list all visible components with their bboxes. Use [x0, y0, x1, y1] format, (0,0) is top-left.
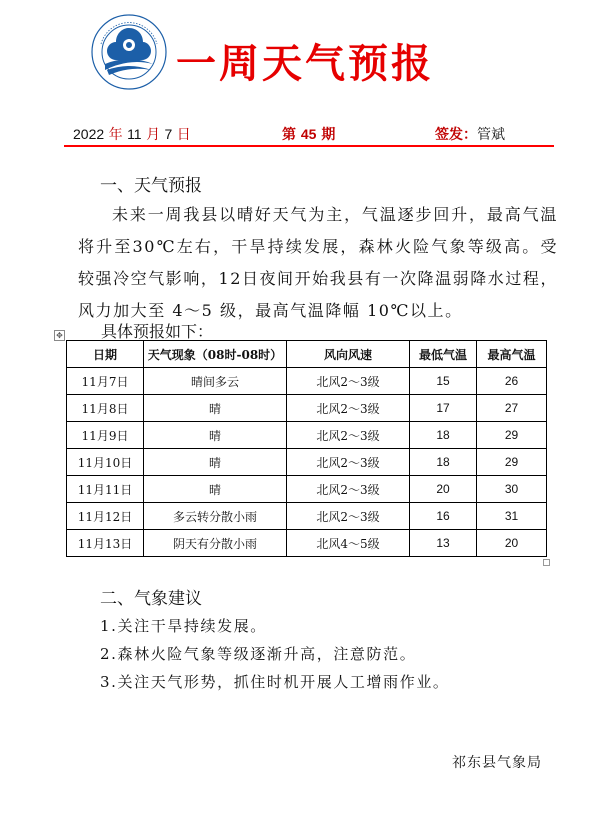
col-header-date: 日期 — [67, 341, 144, 368]
table-resize-handle[interactable] — [543, 559, 550, 566]
col-header-max-temp: 最高气温 — [477, 341, 547, 368]
cell-date: 11月10日 — [67, 449, 144, 476]
col-header-weather: 天气现象（08时-08时） — [144, 341, 287, 368]
section-heading-forecast: 一、天气预报 — [100, 176, 202, 196]
table-row — [67, 368, 547, 395]
cell-min-temp: 20 — [410, 476, 477, 503]
cell-weather: 晴 — [144, 422, 287, 449]
list-item: 1.关注干旱持续发展。 — [100, 617, 267, 635]
cell-wind: 北风2～3级 — [287, 368, 410, 395]
cell-weather: 晴 — [144, 449, 287, 476]
cell-weather: 多云转分散小雨 — [144, 503, 287, 530]
table-header-row — [67, 341, 547, 368]
forecast-table — [66, 340, 547, 557]
cell-date: 11月9日 — [67, 422, 144, 449]
issue-date: 2022 年 11 月 7 日 — [73, 126, 191, 143]
section-heading-advice: 二、气象建议 — [100, 589, 202, 609]
cell-max-temp: 20 — [477, 530, 547, 557]
main-title: 一周天气预报 — [176, 41, 434, 87]
cell-date: 11月8日 — [67, 395, 144, 422]
cell-weather: 晴 — [144, 395, 287, 422]
cma-logo — [91, 14, 167, 90]
table-row — [67, 422, 547, 449]
col-header-wind: 风向风速 — [287, 341, 410, 368]
col-header-min-temp: 最低气温 — [410, 341, 477, 368]
table-row — [67, 476, 547, 503]
cell-max-temp: 29 — [477, 422, 547, 449]
cell-date: 11月13日 — [67, 530, 144, 557]
issue-number: 第 45 期 — [282, 126, 336, 143]
table-intro: 具体预报如下： — [101, 322, 214, 341]
cell-weather: 晴间多云 — [144, 368, 287, 395]
cell-max-temp: 30 — [477, 476, 547, 503]
table-move-handle[interactable]: ✥ — [54, 330, 65, 341]
cell-date: 11月7日 — [67, 368, 144, 395]
cell-min-temp: 18 — [410, 449, 477, 476]
cell-wind: 北风2～3级 — [287, 503, 410, 530]
cell-wind: 北风2～3级 — [287, 422, 410, 449]
signer: 签发：管斌 — [435, 127, 505, 143]
advice-list — [100, 612, 450, 696]
cell-wind: 北风2～3级 — [287, 449, 410, 476]
cell-min-temp: 16 — [410, 503, 477, 530]
issuer-signature: 祁东县气象局 — [452, 755, 542, 771]
cell-min-temp: 15 — [410, 368, 477, 395]
cell-max-temp: 27 — [477, 395, 547, 422]
forecast-paragraph: 未来一周我县以晴好天气为主，气温逐步回升，最高气温将升至30℃左右，干旱持续发展，森林火险气象等级高。受较强冷空气影响，12日夜间开始我县有一次降温弱降水过程，风力加大至 4～5 级，最高气温降幅 10℃以上。 — [78, 205, 558, 320]
list-item: 2.森林火险气象等级逐渐升高，注意防范。 — [100, 645, 417, 663]
cell-date: 11月12日 — [67, 503, 144, 530]
cell-date: 11月11日 — [67, 476, 144, 503]
table-row — [67, 503, 547, 530]
cell-wind: 北风2～3级 — [287, 395, 410, 422]
cell-min-temp: 17 — [410, 395, 477, 422]
table-row — [67, 530, 547, 557]
cell-weather: 阴天有分散小雨 — [144, 530, 287, 557]
header-divider — [64, 145, 554, 147]
cell-min-temp: 18 — [410, 422, 477, 449]
cell-wind: 北风2～3级 — [287, 476, 410, 503]
cell-min-temp: 13 — [410, 530, 477, 557]
cell-max-temp: 29 — [477, 449, 547, 476]
cell-max-temp: 26 — [477, 368, 547, 395]
cell-wind: 北风4～5级 — [287, 530, 410, 557]
list-item: 3.关注天气形势，抓住时机开展人工增雨作业。 — [100, 673, 450, 691]
cell-max-temp: 31 — [477, 503, 547, 530]
cell-weather: 晴 — [144, 476, 287, 503]
table-row — [67, 449, 547, 476]
table-row — [67, 395, 547, 422]
